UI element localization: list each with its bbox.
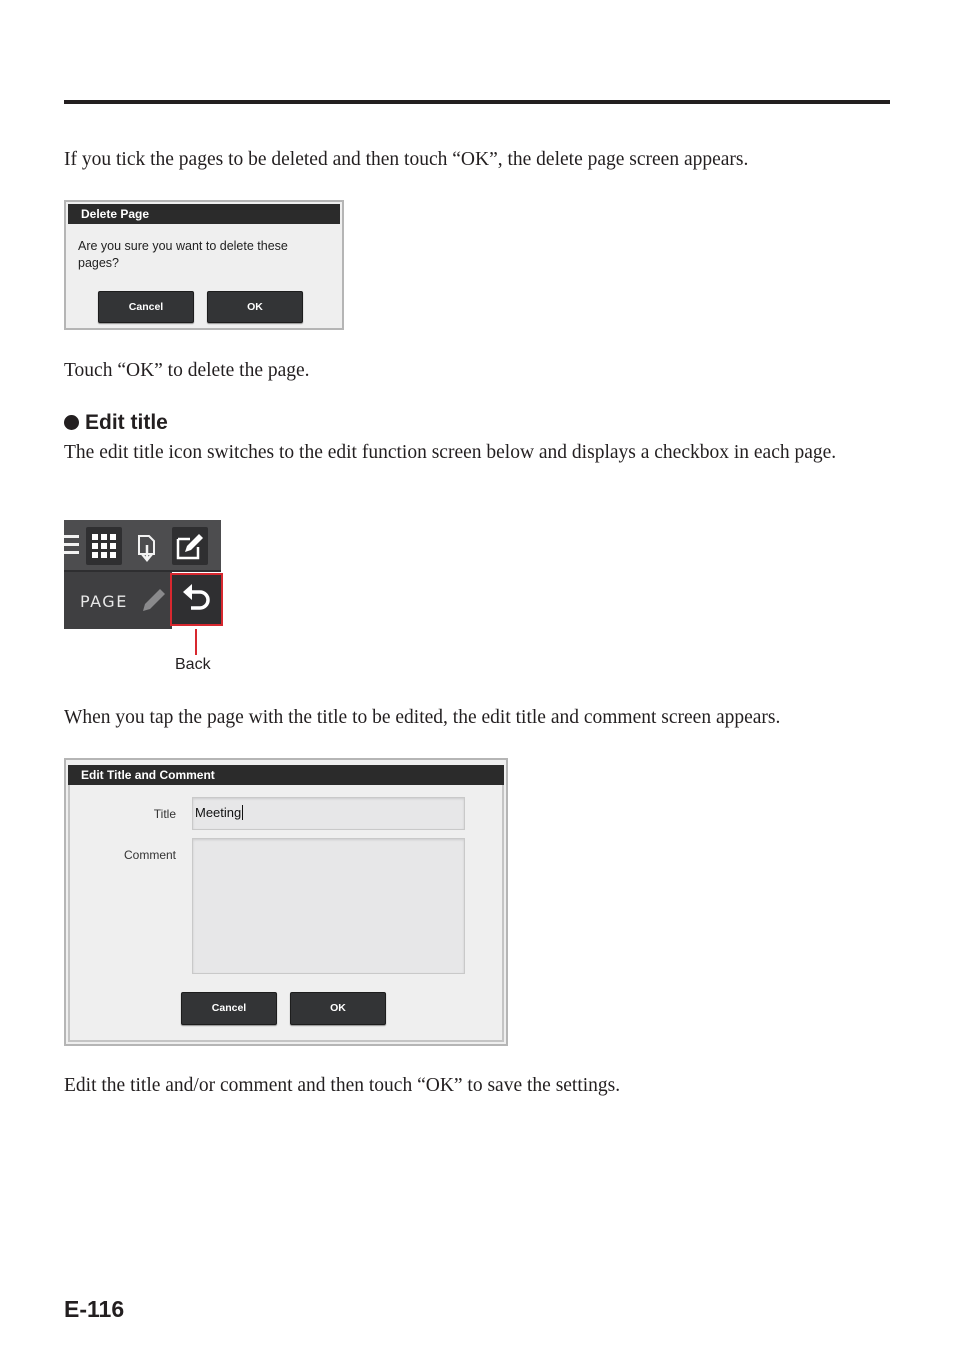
grid-button[interactable] [86, 527, 122, 565]
cancel-button[interactable]: Cancel [181, 992, 277, 1025]
dialog-title: Edit Title and Comment [68, 765, 504, 785]
header-rule [64, 100, 890, 104]
page-label: PAGE [80, 592, 128, 611]
section-body: The edit title icon switches to the edit function screen below and displays a checkbox in each page. [64, 442, 837, 463]
touch-ok-paragraph: Touch “OK” to delete the page. [64, 360, 310, 381]
section-heading-text: Edit title [85, 411, 168, 434]
ok-button[interactable]: OK [290, 992, 386, 1025]
back-button[interactable] [170, 573, 223, 626]
intro-paragraph: If you tick the pages to be deleted and then touch “OK”, the delete page screen appears. [64, 149, 749, 170]
bullet-icon [64, 415, 79, 430]
back-callout-label: Back [175, 656, 211, 673]
dialog-message: Are you sure you want to delete these pages? [78, 239, 288, 270]
comment-textarea[interactable] [192, 838, 465, 974]
delete-page-dialog [64, 200, 344, 330]
page-number: E-116 [64, 1296, 125, 1322]
edit-title-dialog [64, 758, 508, 1046]
page-import-icon[interactable] [132, 528, 164, 564]
edit-button[interactable] [172, 527, 208, 565]
ok-button[interactable]: OK [207, 291, 303, 323]
title-input[interactable] [192, 797, 465, 830]
toolbar-divider [64, 570, 221, 572]
edit-icon [172, 527, 208, 565]
callout-leader-line [195, 629, 197, 655]
back-icon [172, 575, 221, 624]
comment-label: Comment [123, 848, 176, 862]
menu-icon[interactable] [64, 534, 80, 556]
section-heading [64, 409, 168, 437]
pencil-icon[interactable] [140, 586, 168, 614]
title-label: Title [153, 807, 176, 821]
tap-paragraph: When you tap the page with the title to be edited, the edit title and comment screen appears. [64, 707, 781, 728]
toolbar-screenshot [64, 520, 221, 629]
dialog-title: Delete Page [68, 204, 340, 224]
title-input-value: Meeting [195, 805, 242, 820]
grid-icon [86, 527, 122, 565]
cancel-button[interactable]: Cancel [98, 291, 194, 323]
closing-paragraph: Edit the title and/or comment and then touch “OK” to save the settings. [64, 1075, 621, 1096]
